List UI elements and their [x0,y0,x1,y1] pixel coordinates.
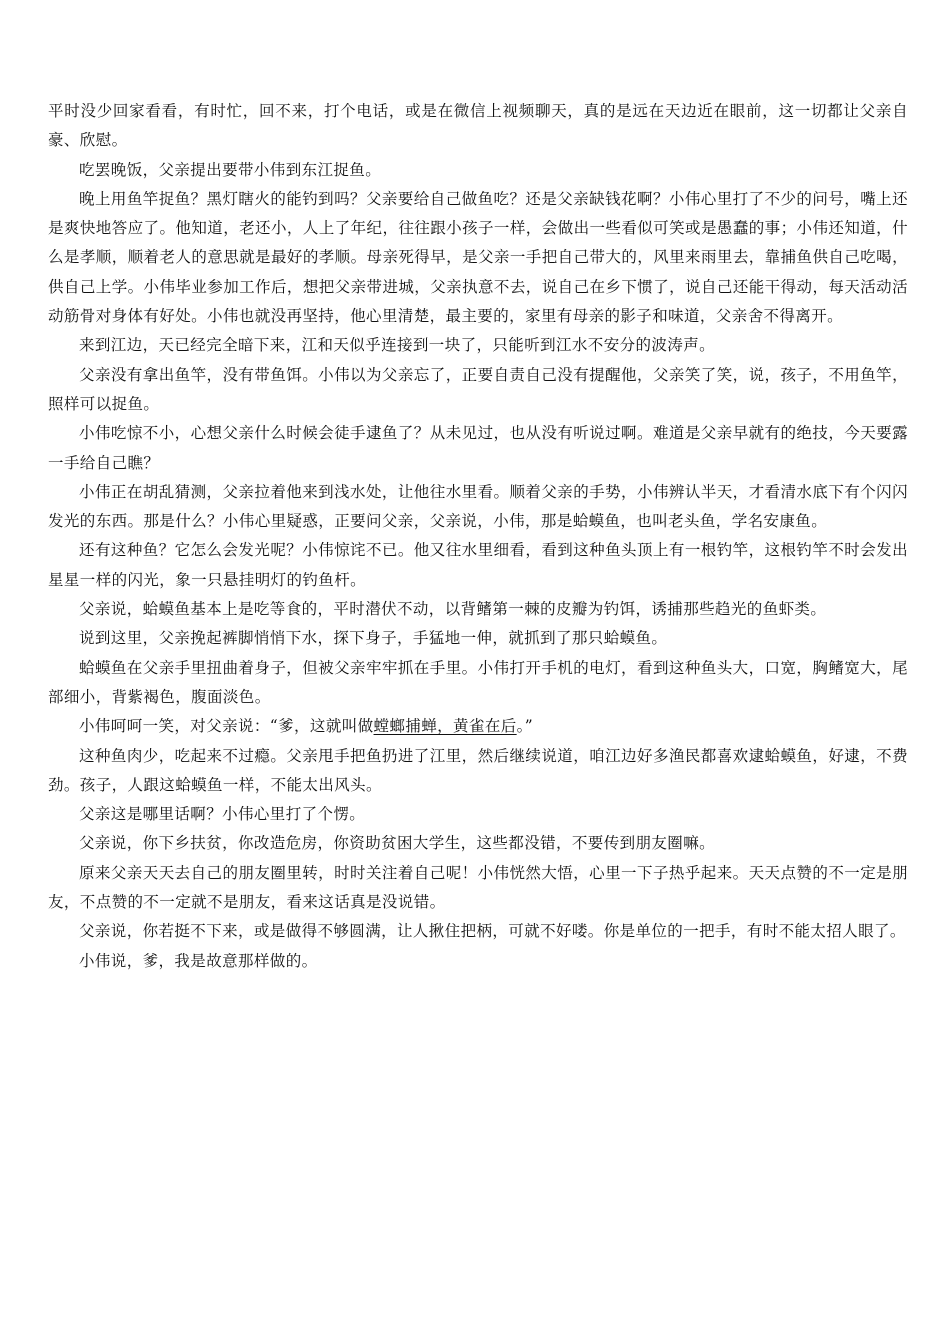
paragraph: 小伟说，爹，我是故意那样做的。 [79,951,318,970]
paragraph-with-underline [48,712,908,741]
paragraph: 说到这里，父亲挽起裤脚悄悄下水，探下身子，手猛地一伸，就抓到了那只蛤蟆鱼。 [79,629,668,648]
document-page [48,97,908,976]
paragraph: 来到江边，天已经完全暗下来，江和天似乎连接到一块了，只能听到江水不安分的波涛声。 [79,336,716,355]
paragraph: 原来父亲天天去自己的朋友圈里转，时时关注着自己呢！小伟恍然大悟，心里一下子热乎起来。天天点赞的不一定是朋友，不点赞的不一定就不是朋友，看来这话真是没说错。 [48,863,908,912]
paragraph: 父亲没有拿出鱼竿，没有带鱼饵。小伟以为父亲忘了，正要自责自己没有提醒他，父亲笑了笑，说，孩子，不用鱼竿，照样可以捉鱼。 [48,365,908,413]
quote-before: 小伟呵呵一笑，对父亲说：“爹，这就叫做 [79,717,374,736]
quote-after: 。” [516,717,534,736]
underlined-idiom: 螳螂捕蝉，黄雀在后 [373,717,517,736]
paragraph: 父亲说，蛤蟆鱼基本上是吃等食的，平时潜伏不动，以背鳍第一棘的皮瓣为钓饵，诱捕那些趋光的鱼虾类。 [79,600,827,619]
paragraph: 蛤蟆鱼在父亲手里扭曲着身子，但被父亲牢牢抓在手里。小伟打开手机的电灯，看到这种鱼头大，口宽，胸鳍宽大，尾部细小，背紫褐色，腹面淡色。 [48,658,908,706]
paragraph: 这种鱼肉少，吃起来不过瘾。父亲甩手把鱼扔进了江里，然后继续说道，咱江边好多渔民都喜欢逮蛤蟆鱼，好逮，不费劲。孩子，人跟这蛤蟆鱼一样，不能太出风头。 [48,746,908,794]
paragraph: 晚上用鱼竿捉鱼？黑灯瞎火的能钓到吗？父亲要给自己做鱼吃？还是父亲缺钱花啊？小伟心里打了不少的问号，嘴上还是爽快地答应了。他知道，老还小，人上了年纪，往往跟小孩子一样，会做出一些看似可笑或是愚蠢的事；小伟还知道，什么是孝顺，顺着老人的意思就是最好的孝顺。母亲死得早，是父亲一手把自己带大的，风里来雨里去，靠捕鱼供自己吃喝，供自己上学。小伟毕业参加工作后，想把父亲带进城，父亲执意不去，说自己在乡下惯了，说自己还能干得动，每天活动活动筋骨对身体有好处。小伟也就没再坚持，他心里清楚，最主要的，家里有母亲的影子和味道，父亲舍不得离开。 [48,189,908,326]
paragraph: 小伟吃惊不小，心想父亲什么时候会徒手逮鱼了？从未见过，也从没有听说过啊。难道是父亲早就有的绝技，今天要露一手给自己瞧？ [48,424,908,472]
paragraph: 还有这种鱼？它怎么会发光呢？小伟惊诧不已。他又往水里细看，看到这种鱼头顶上有一根钓竿，这根钓竿不时会发出星星一样的闪光，象一只悬挂明灯的钓鱼杆。 [48,541,908,589]
paragraph-continuation: 平时没少回家看看，有时忙，回不来，打个电话，或是在微信上视频聊天，真的是远在天边近在眼前，这一切都让父亲自豪、欣慰。 [48,102,908,150]
paragraph: 父亲这是哪里话啊？小伟心里打了个愣。 [79,805,366,824]
paragraph: 吃罢晚饭，父亲提出要带小伟到东江捉鱼。 [79,160,382,179]
paragraph: 父亲说，你若挺不下来，或是做得不够圆满，让人揪住把柄，可就不好喽。你是单位的一把手，有时不能太招人眼了。 [79,922,906,941]
paragraph: 父亲说，你下乡扶贫，你改造危房，你资助贫困大学生，这些都没错，不要传到朋友圈嘛。 [79,834,716,853]
paragraph: 小伟正在胡乱猜测，父亲拉着他来到浅水处，让他往水里看。顺着父亲的手势，小伟辨认半天，才看清水底下有个闪闪发光的东西。那是什么？小伟心里疑惑，正要问父亲，父亲说，小伟，那是蛤蟆鱼，也叫老头鱼，学名安康鱼。 [48,482,908,531]
